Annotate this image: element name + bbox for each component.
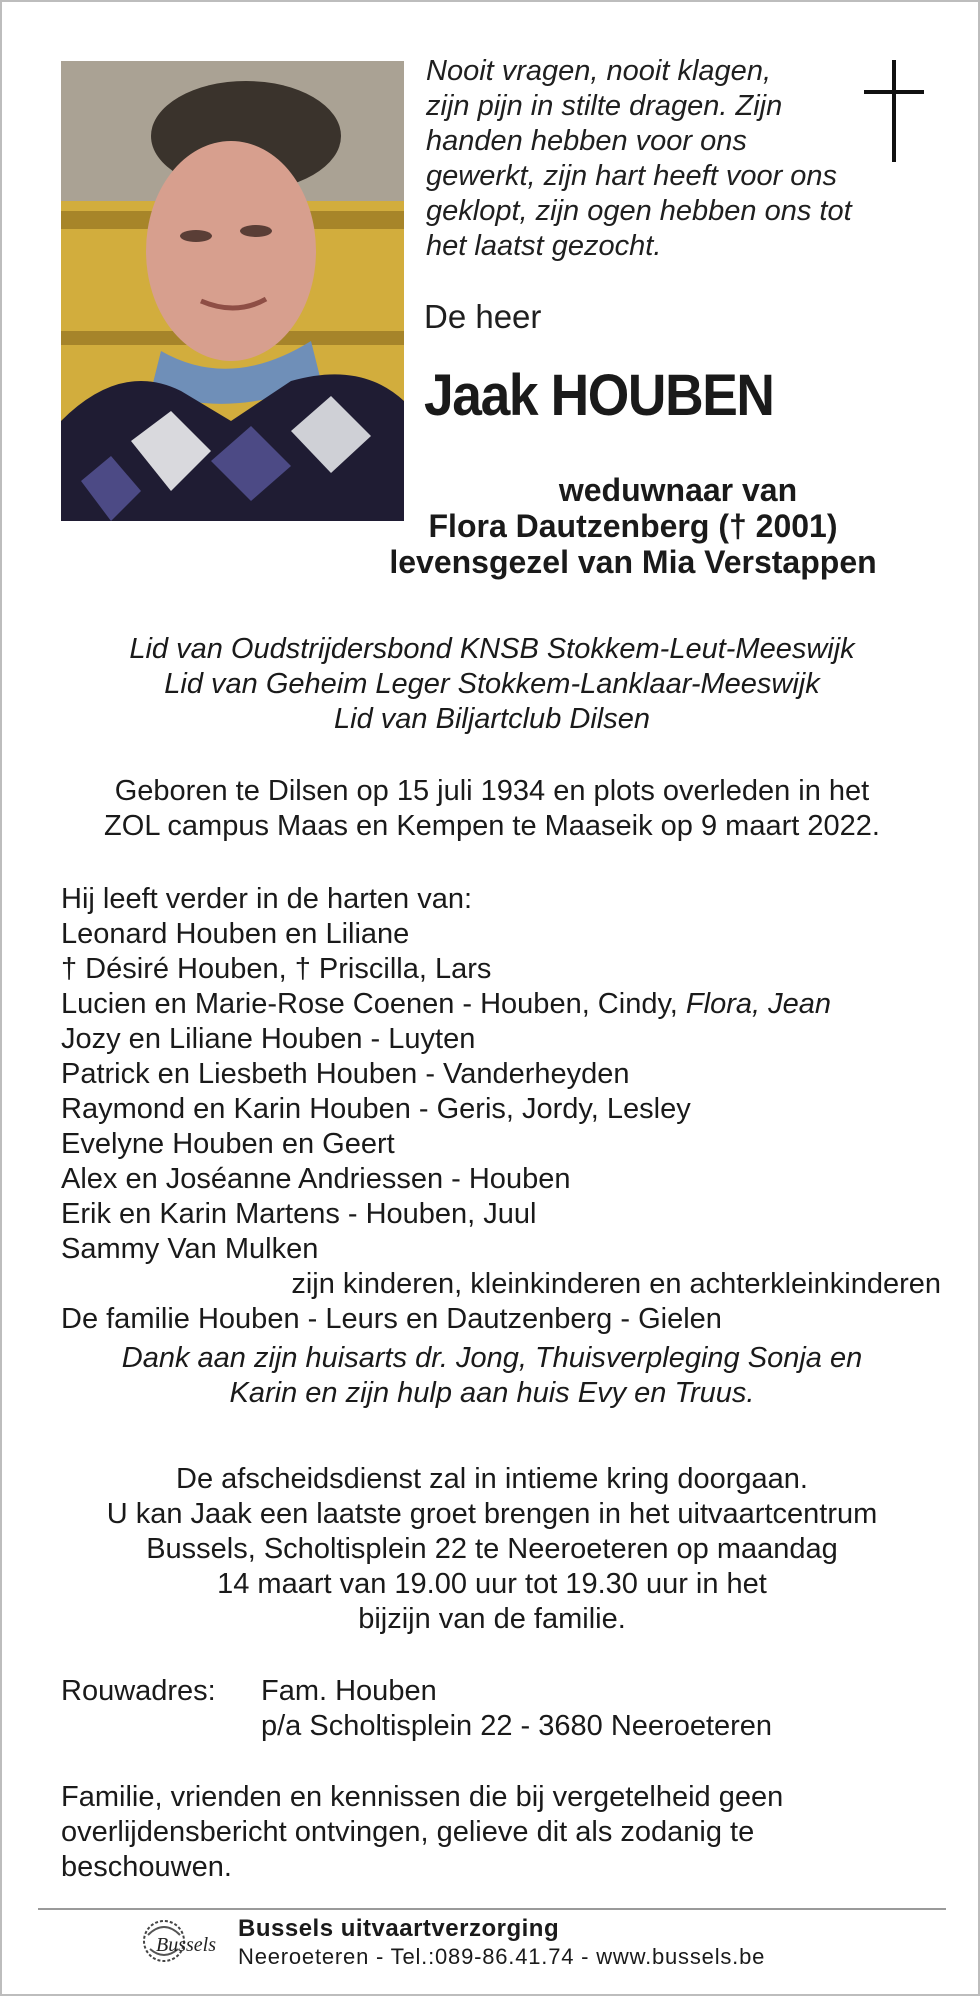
thanks-line: Dank aan zijn huisarts dr. Jong, Thuisverpleging Sonja en — [121, 1342, 863, 1374]
service-line: Bussels, Scholtisplein 22 te Neeroeteren op maandag — [146, 1533, 838, 1565]
company-contact: Neeroeteren - Tel.:089-86.41.74 - www.bussels.be — [238, 1944, 766, 1969]
relations — [342, 472, 924, 580]
note-line: Familie, vrienden en kennissen die bij vergetelheid geen — [61, 1781, 784, 1813]
survivors — [61, 882, 941, 1337]
logo-text: Bussels — [156, 1934, 216, 1956]
birth-death-info — [42, 774, 942, 844]
company-name: Bussels uitvaartverzorging — [238, 1915, 560, 1942]
family-line: Raymond en Karin Houben - Geris, Jordy, Lesley — [61, 1093, 691, 1125]
family-line: Patrick en Liesbeth Houben - Vanderheyden — [61, 1058, 630, 1090]
membership-line: Lid van Biljartclub Dilsen — [334, 703, 650, 735]
relation-line: Flora Dautzenberg († 2001) — [428, 508, 838, 544]
family-summary: zijn kinderen, kleinkinderen en achterkleinkinderen — [291, 1268, 941, 1300]
service-info — [42, 1462, 942, 1637]
service-line: bijzijn van de familie. — [358, 1603, 626, 1635]
birth-line: Geboren te Dilsen op 15 juli 1934 en plots overleden in het — [114, 775, 870, 807]
address-value — [261, 1674, 772, 1744]
address-line: p/a Scholtisplein 22 - 3680 Neeroeteren — [261, 1710, 773, 1742]
thanks-line: Karin en zijn hulp aan huis Evy en Truus. — [229, 1377, 755, 1409]
poem-line: Nooit vragen, nooit klagen, — [426, 55, 771, 87]
portrait-illustration — [61, 61, 404, 521]
family-line: Erik en Karin Martens - Houben, Juul — [61, 1198, 537, 1230]
relation-line: levensgezel van Mia Verstappen — [389, 544, 877, 580]
service-line: 14 maart van 19.00 uur tot 19.30 uur in het — [217, 1568, 767, 1600]
poem-line: gewerkt, zijn hart heeft voor ons — [426, 160, 838, 192]
note-line: overlijdensbericht ontvingen, gelieve dit als zodanig te — [61, 1816, 755, 1848]
footer-divider — [38, 1908, 946, 1910]
family-line: Sammy Van Mulken — [61, 1233, 319, 1265]
relation-line: weduwnaar van — [558, 472, 798, 508]
honorific: De heer — [424, 298, 542, 335]
note-line: beschouwen. — [61, 1851, 232, 1883]
portrait-photo — [61, 61, 404, 521]
thanks — [42, 1341, 942, 1411]
poem-line: geklopt, zijn ogen hebben ons tot — [426, 195, 852, 227]
closing-note — [61, 1780, 881, 1885]
deceased-name: Jaak HOUBEN — [424, 363, 774, 428]
cross-icon — [864, 60, 924, 162]
poem-line: het laatst gezocht. — [426, 230, 662, 262]
membership-line: Lid van Oudstrijdersbond KNSB Stokkem-Leut-Meeswijk — [129, 633, 855, 665]
family-line-text: Lucien en Marie-Rose Coenen - Houben, Cindy, — [61, 988, 686, 1020]
bussels-logo — [134, 1915, 224, 1973]
memberships — [42, 632, 942, 737]
family-line-italic: Flora, Jean — [685, 988, 831, 1020]
address-label: Rouwadres: — [61, 1675, 216, 1707]
poem — [426, 54, 886, 264]
address-line: Fam. Houben — [261, 1675, 437, 1707]
family-line: † Désiré Houben, † Priscilla, Lars — [61, 953, 492, 985]
membership-line: Lid van Geheim Leger Stokkem-Lanklaar-Meeswijk — [164, 668, 820, 700]
service-line: U kan Jaak een laatste groet brengen in het uitvaartcentrum — [106, 1498, 878, 1530]
survivors-intro: Hij leeft verder in de harten van: — [61, 883, 473, 915]
family-line: Jozy en Liliane Houben - Luyten — [61, 1023, 476, 1055]
family-line: Evelyne Houben en Geert — [61, 1128, 395, 1160]
poem-line: handen hebben voor ons — [426, 125, 747, 157]
family-line: Alex en Joséanne Andriessen - Houben — [61, 1163, 571, 1195]
extended-family: De familie Houben - Leurs en Dautzenberg - Gielen — [61, 1303, 722, 1335]
poem-line: zijn pijn in stilte dragen. Zijn — [426, 90, 783, 122]
birth-line: ZOL campus Maas en Kempen te Maaseik op 9 maart 2022. — [104, 810, 880, 842]
service-line: De afscheidsdienst zal in intieme kring doorgaan. — [176, 1463, 808, 1495]
family-line: Leonard Houben en Liliane — [61, 918, 410, 950]
family-line — [61, 987, 941, 1022]
